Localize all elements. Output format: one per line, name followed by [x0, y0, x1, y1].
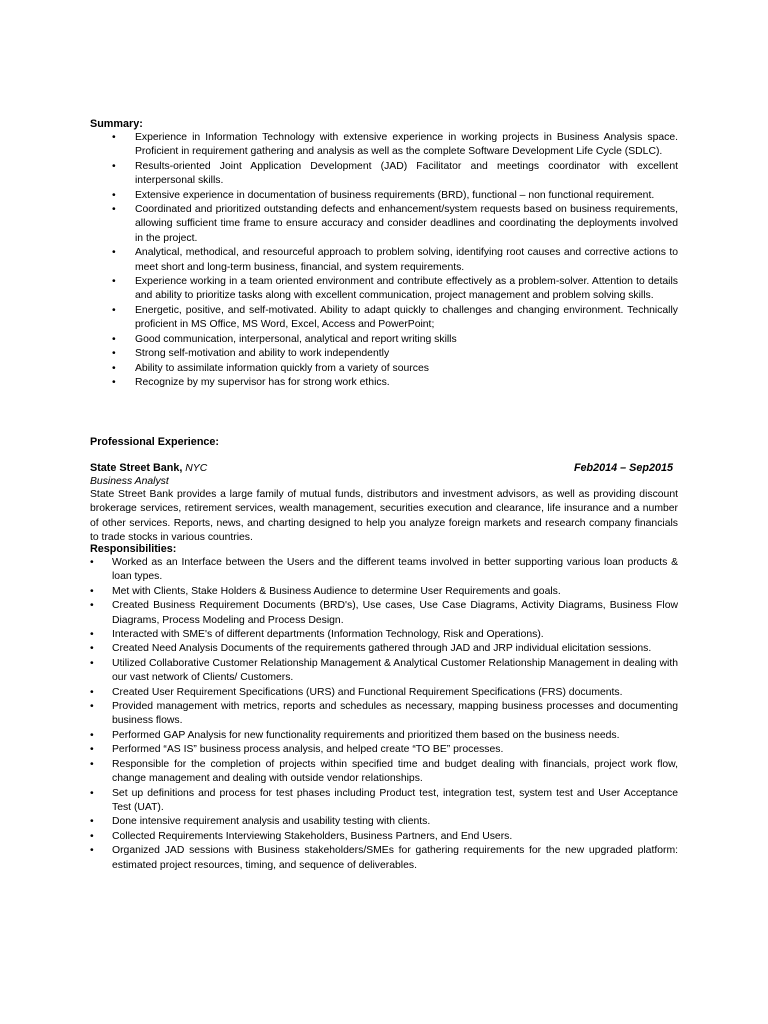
list-item	[90, 599, 678, 628]
list-item	[112, 304, 678, 333]
list-item	[90, 844, 678, 873]
list-item	[90, 642, 678, 656]
responsibility-text: Set up definitions and process for test phases including Product test, integration test, system test and User Acceptance Test (UAT).	[112, 787, 678, 813]
list-item	[112, 131, 678, 160]
summary-item-text: Experience working in a team oriented environment and contribute effectively as a problem-solver. Attention to details and ability to prioritize tasks along with excellent communication, project management and problem solving skills.	[135, 276, 678, 302]
list-item	[90, 815, 678, 829]
responsibility-text: Done intensive requirement analysis and usability testing with clients.	[112, 816, 431, 828]
list-item	[90, 585, 678, 599]
responsibility-text: Interacted with SME's of different departments (Information Technology, Risk and Operations).	[112, 629, 544, 641]
bullet-icon: •	[112, 132, 116, 143]
bullet-icon: •	[90, 787, 94, 799]
list-item	[90, 787, 678, 816]
list-item	[90, 556, 678, 585]
summary-item-text: Coordinated and prioritized outstanding defects and enhancement/system requests based on business requirements, allowing sufficient time frame to ensure accuracy and consider deadlines and coordinating the deployments involved in the project.	[135, 204, 678, 244]
responsibility-text: Responsible for the completion of projects within specified time and budget dealing with financials, project work flow, change management and dealing with outside vendor relationships.	[112, 758, 678, 785]
bullet-icon: •	[112, 376, 116, 388]
responsibility-text: Collected Requirements Interviewing Stakeholders, Business Partners, and End Users.	[112, 830, 513, 842]
summary-item-text: Experience in Information Technology with extensive experience in working projects in Business Analysis space. Proficient in requirement gathering and analysis as well as the complete Software Development Life Cycle (SDLC).	[135, 132, 678, 158]
bullet-icon: •	[112, 276, 116, 288]
list-item	[90, 700, 678, 729]
bullet-icon: •	[90, 758, 94, 770]
responsibilities-heading: Responsibilities:	[90, 543, 177, 555]
list-item	[90, 758, 678, 787]
bullet-icon: •	[112, 247, 116, 259]
responsibility-text: Utilized Collaborative Customer Relationship Management & Analytical Customer Relationship Management in dealing with our vast network of Clients/ Customers.	[112, 657, 679, 684]
summary-list	[112, 131, 678, 390]
responsibilities-list	[90, 556, 678, 873]
responsibility-text: Organized JAD sessions with Business stakeholders/SMEs for gathering requirements for the new upgraded platform: estimated project resources, timing, and sequence of deliverables.	[112, 845, 678, 871]
bullet-icon: •	[112, 160, 116, 172]
bullet-icon: •	[90, 585, 94, 597]
summary-item-text: Recognize by my supervisor has for strong work ethics.	[135, 376, 390, 388]
list-item	[112, 333, 678, 347]
summary-item-text: Energetic, positive, and self-motivated. Ability to adapt quickly to challenges and changing environment. Technically proficient in MS Office, MS Word, Excel, Access and PowerPoint;	[135, 304, 678, 331]
bullet-icon: •	[90, 729, 94, 741]
list-item	[90, 657, 678, 686]
summary-item-text: Ability to assimilate information quickly from a variety of sources	[135, 362, 429, 374]
responsibility-text: Created User Requirement Specifications (URS) and Functional Requirement Specifications (FRS) documents.	[112, 686, 623, 698]
bullet-icon: •	[112, 362, 116, 374]
job-location: NYC	[185, 463, 208, 474]
bullet-icon: •	[90, 830, 94, 842]
bullet-icon: •	[90, 643, 94, 655]
list-item	[112, 275, 678, 304]
bullet-icon: •	[112, 204, 116, 216]
bullet-icon: •	[112, 333, 116, 345]
summary-item-text: Analytical, methodical, and resourceful approach to problem solving, identifying root causes and corrective actions to meet short and long-term business, financial, and system requirements.	[135, 247, 678, 273]
bullet-icon: •	[90, 600, 94, 612]
list-item	[112, 362, 678, 376]
list-item	[90, 686, 678, 700]
list-item	[112, 160, 678, 189]
experience-heading: Professional Experience:	[90, 436, 220, 448]
job-description: State Street Bank provides a large family of mutual funds, distributors and investment advisors, as well as providing discount brokerage services, retirement services, wealth management, securities execution and clearance, life insurance and a number of other services. Reports, news, and charting designed to help you analyze foreign markets and research company financials to trade stocks in various countries.	[90, 489, 678, 544]
responsibility-text: Provided management with metrics, reports and schedules as necessary, mapping business processes and documenting business flows.	[112, 701, 678, 727]
job-role: Business Analyst	[90, 476, 169, 487]
job-header	[90, 461, 673, 476]
list-item	[90, 830, 678, 844]
responsibility-text: Worked as an Interface between the Users and the different teams involved in better supporting various loan products & loan types.	[112, 557, 678, 583]
list-item	[112, 347, 678, 361]
bullet-icon: •	[112, 348, 116, 360]
responsibility-text: Performed “AS IS” business process analysis, and helped create “TO BE” processes.	[112, 744, 504, 756]
bullet-icon: •	[90, 629, 94, 641]
list-item	[90, 628, 678, 642]
summary-item-text: Extensive experience in documentation of business requirements (BRD), functional – non functional requirement.	[135, 189, 655, 201]
responsibility-text: Performed GAP Analysis for new functionality requirements and prioritized them based on the business needs.	[112, 729, 620, 741]
list-item	[90, 743, 678, 757]
bullet-icon: •	[90, 557, 94, 568]
list-item	[112, 376, 678, 390]
job-company: State Street Bank,	[90, 462, 183, 474]
summary-item-text: Results-oriented Joint Application Development (JAD) Facilitator and meetings coordinator with excellent interpersonal skills.	[135, 160, 678, 187]
bullet-icon: •	[112, 304, 116, 316]
bullet-icon: •	[90, 657, 94, 669]
responsibility-text: Met with Clients, Stake Holders & Business Audience to determine User Requirements and goals.	[112, 585, 561, 597]
summary-item-text: Strong self-motivation and ability to work independently	[135, 348, 390, 360]
bullet-icon: •	[90, 701, 94, 713]
responsibility-text: Created Business Requirement Documents (BRD's), Use cases, Use Case Diagrams, Activity Diagrams, Business Flow Diagrams, Process Modeling and Process Design.	[112, 600, 678, 626]
list-item	[112, 189, 678, 203]
list-item	[90, 729, 678, 743]
bullet-icon: •	[112, 189, 116, 201]
bullet-icon: •	[90, 686, 94, 698]
responsibility-text: Created Need Analysis Documents of the requirements gathered through JAD and JRP individual elicitation sessions.	[112, 643, 652, 655]
summary-item-text: Good communication, interpersonal, analytical and report writing skills	[135, 333, 457, 345]
bullet-icon: •	[90, 845, 94, 857]
bullet-icon: •	[90, 816, 94, 828]
bullet-icon: •	[90, 744, 94, 756]
job-dates: Feb2014 – Sep2015	[573, 462, 673, 474]
summary-heading: Summary:	[90, 118, 143, 130]
list-item	[112, 246, 678, 275]
list-item	[112, 203, 678, 246]
